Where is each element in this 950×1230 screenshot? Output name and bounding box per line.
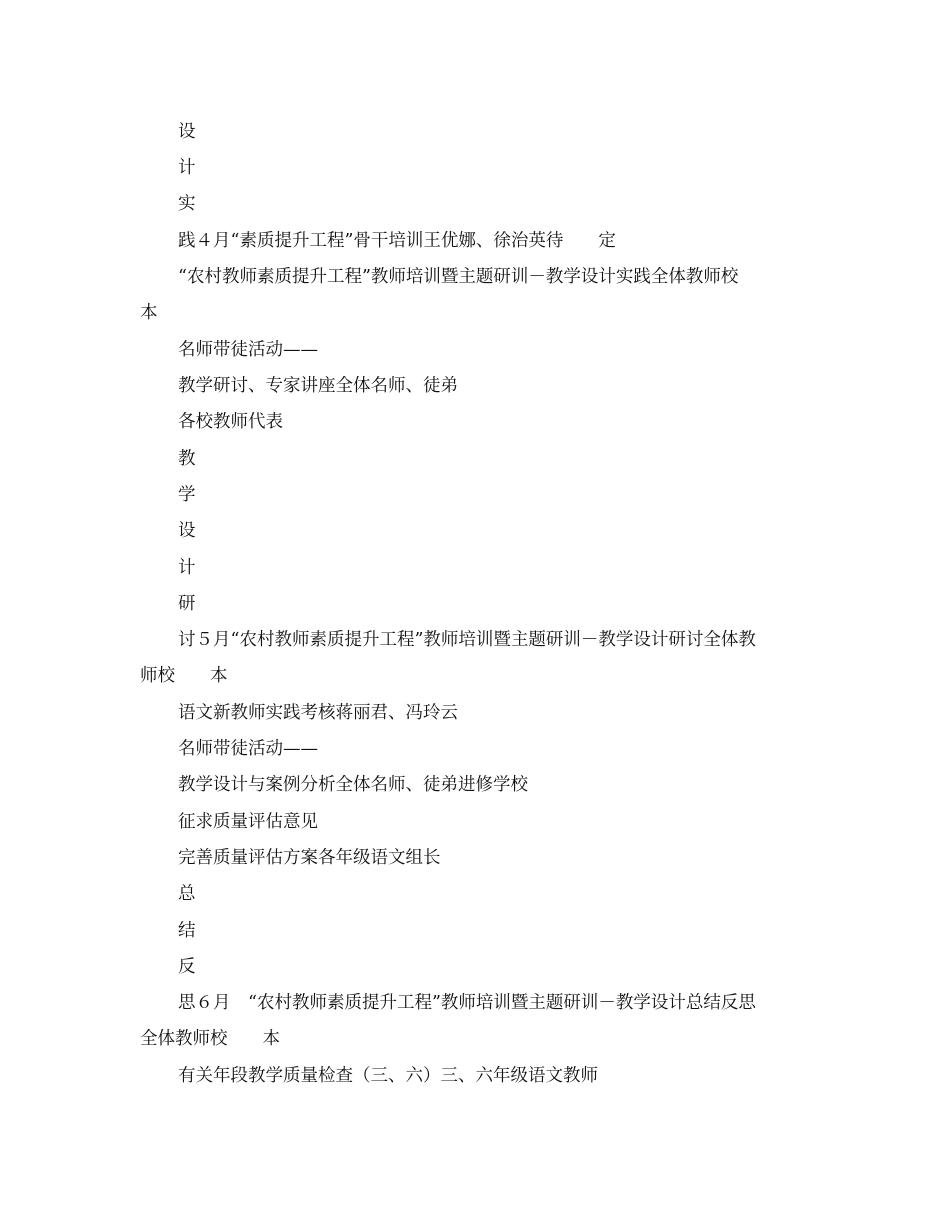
text-line: 设 xyxy=(178,122,196,142)
text-line: 全体教师校 本 xyxy=(140,1029,280,1049)
text-line: 总 xyxy=(178,884,196,904)
text-line: 反 xyxy=(178,957,196,977)
text-line: 本 xyxy=(140,303,158,323)
text-line: 教学研讨、专家讲座全体名师、徒弟 xyxy=(178,376,458,396)
text-line: 学 xyxy=(178,485,196,505)
text-line: 语文新教师实践考核蒋丽君、冯玲云 xyxy=(178,703,458,723)
text-line: 教学设计与案例分析全体名师、徒弟进修学校 xyxy=(178,775,528,795)
text-line: 有关年段教学质量检查（三、六）三、六年级语文教师 xyxy=(178,1066,598,1086)
text-line: 践４月“素质提升工程”骨干培训王优娜、徐治英待 定 xyxy=(178,231,616,251)
text-line: 研 xyxy=(178,594,196,614)
text-line: 各校教师代表 xyxy=(178,412,283,432)
text-line: 计 xyxy=(178,558,196,578)
text-line: 教 xyxy=(178,449,196,469)
text-line: 结 xyxy=(178,921,196,941)
text-line: 实 xyxy=(178,194,196,214)
text-line: 设 xyxy=(178,521,196,541)
text-line: 计 xyxy=(178,158,196,178)
text-line: 完善质量评估方案各年级语文组长 xyxy=(178,848,441,868)
text-line: “农村教师素质提升工程”教师培训暨主题研训－教学设计实践全体教师校 xyxy=(178,267,739,287)
text-line: 名师带徒活动—— xyxy=(178,739,318,759)
text-line: 征求质量评估意见 xyxy=(178,812,318,832)
text-line: 师校 本 xyxy=(140,666,228,686)
text-line: 讨５月“农村教师素质提升工程”教师培训暨主题研训－教学设计研讨全体教 xyxy=(178,630,756,650)
text-line: 思６月 “农村教师素质提升工程”教师培训暨主题研训－教学设计总结反思 xyxy=(178,993,756,1013)
text-line: 名师带徒活动—— xyxy=(178,340,318,360)
